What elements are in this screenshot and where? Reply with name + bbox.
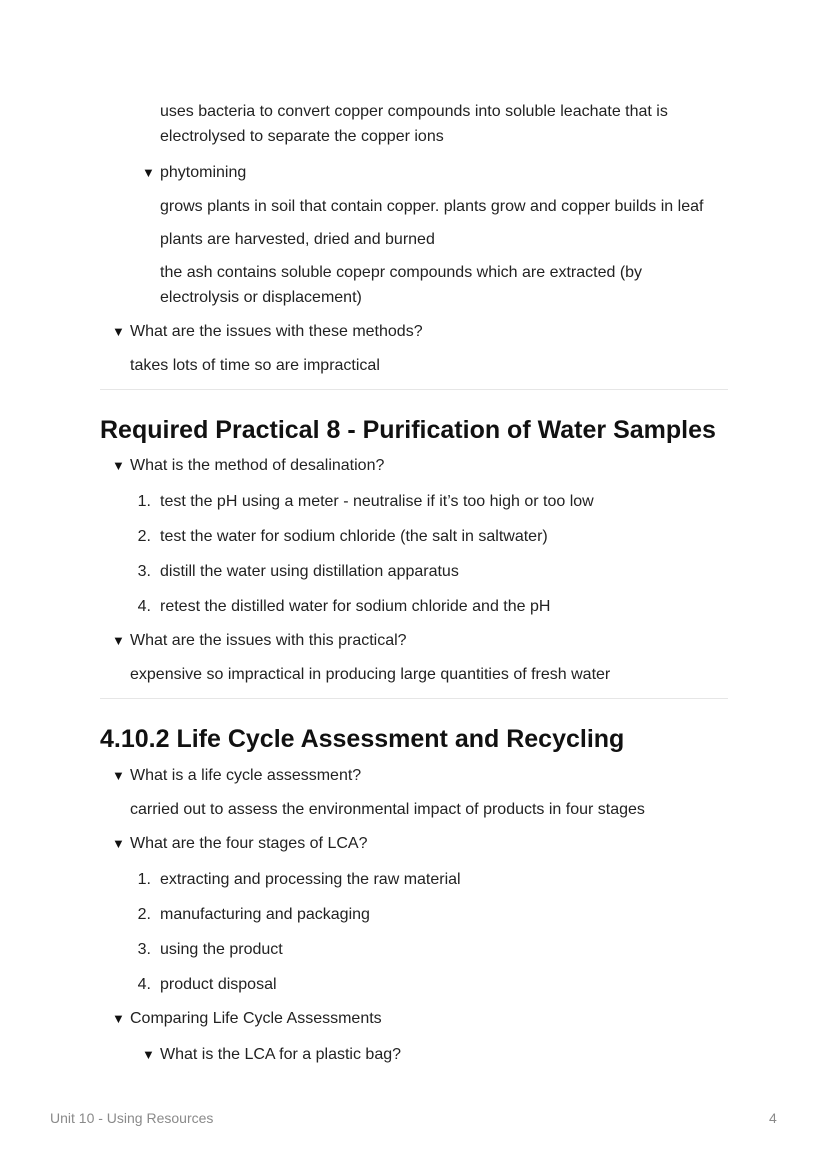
toggle-issues-methods[interactable]: What are the issues with these methods? [130, 323, 423, 340]
issues-methods-answer: takes lots of time so are impractical [130, 357, 380, 374]
triangle-down-icon[interactable]: ▼ [112, 836, 125, 851]
list-item: test the pH using a meter - neutralise if it’s too high or too low [160, 493, 594, 510]
phytomining-step: the ash contains soluble copepr compounds which are extracted (by [160, 264, 643, 281]
list-number: 1. [137, 493, 151, 510]
triangle-down-icon[interactable]: ▼ [142, 1047, 155, 1062]
footer-title: Unit 10 - Using Resources [50, 1110, 214, 1126]
phytomining-step: electrolysis or displacement) [160, 289, 362, 306]
triangle-down-icon[interactable]: ▼ [112, 324, 125, 339]
toggle-desalination-method[interactable]: What is the method of desalination? [130, 457, 385, 474]
list-item: using the product [160, 941, 283, 958]
list-item: test the water for sodium chloride (the salt in saltwater) [160, 528, 548, 545]
section-divider [100, 389, 728, 390]
triangle-down-icon[interactable]: ▼ [112, 633, 125, 648]
list-number: 2. [137, 906, 151, 923]
practical-issues-answer: expensive so impractical in producing large quantities of fresh water [130, 666, 611, 683]
heading-life-cycle-assessment: 4.10.2 Life Cycle Assessment and Recycling [100, 725, 625, 753]
triangle-down-icon[interactable]: ▼ [142, 165, 155, 180]
toggle-what-is-lca[interactable]: What is a life cycle assessment? [130, 767, 362, 784]
list-item: manufacturing and packaging [160, 906, 370, 923]
what-is-lca-answer: carried out to assess the environmental impact of products in four stages [130, 801, 645, 818]
list-number: 3. [137, 941, 151, 958]
toggle-four-stages[interactable]: What are the four stages of LCA? [130, 835, 368, 852]
list-number: 1. [137, 871, 151, 888]
phytomining-step: grows plants in soil that contain copper. plants grow and copper builds in leaf [160, 198, 704, 215]
bioleaching-description-line1: uses bacteria to convert copper compounds into soluble leachate that is [160, 103, 668, 120]
list-item: product disposal [160, 976, 277, 993]
section-divider [100, 698, 728, 699]
list-number: 4. [137, 598, 151, 615]
triangle-down-icon[interactable]: ▼ [112, 768, 125, 783]
list-item: distill the water using distillation apparatus [160, 563, 459, 580]
heading-required-practical-8: Required Practical 8 - Purification of Water Samples [100, 416, 716, 444]
toggle-comparing-lca[interactable]: Comparing Life Cycle Assessments [130, 1010, 382, 1027]
list-number: 3. [137, 563, 151, 580]
list-item: extracting and processing the raw material [160, 871, 461, 888]
toggle-practical-issues[interactable]: What are the issues with this practical? [130, 632, 407, 649]
triangle-down-icon[interactable]: ▼ [112, 458, 125, 473]
page-number: 4 [769, 1110, 777, 1126]
list-number: 2. [137, 528, 151, 545]
triangle-down-icon[interactable]: ▼ [112, 1011, 125, 1026]
list-number: 4. [137, 976, 151, 993]
toggle-phytomining[interactable]: phytomining [160, 164, 247, 181]
bioleaching-description-line2: electrolysed to separate the copper ions [160, 128, 444, 145]
phytomining-step: plants are harvested, dried and burned [160, 231, 435, 248]
list-item: retest the distilled water for sodium chloride and the pH [160, 598, 551, 615]
toggle-plastic-bag-lca[interactable]: What is the LCA for a plastic bag? [160, 1046, 402, 1063]
